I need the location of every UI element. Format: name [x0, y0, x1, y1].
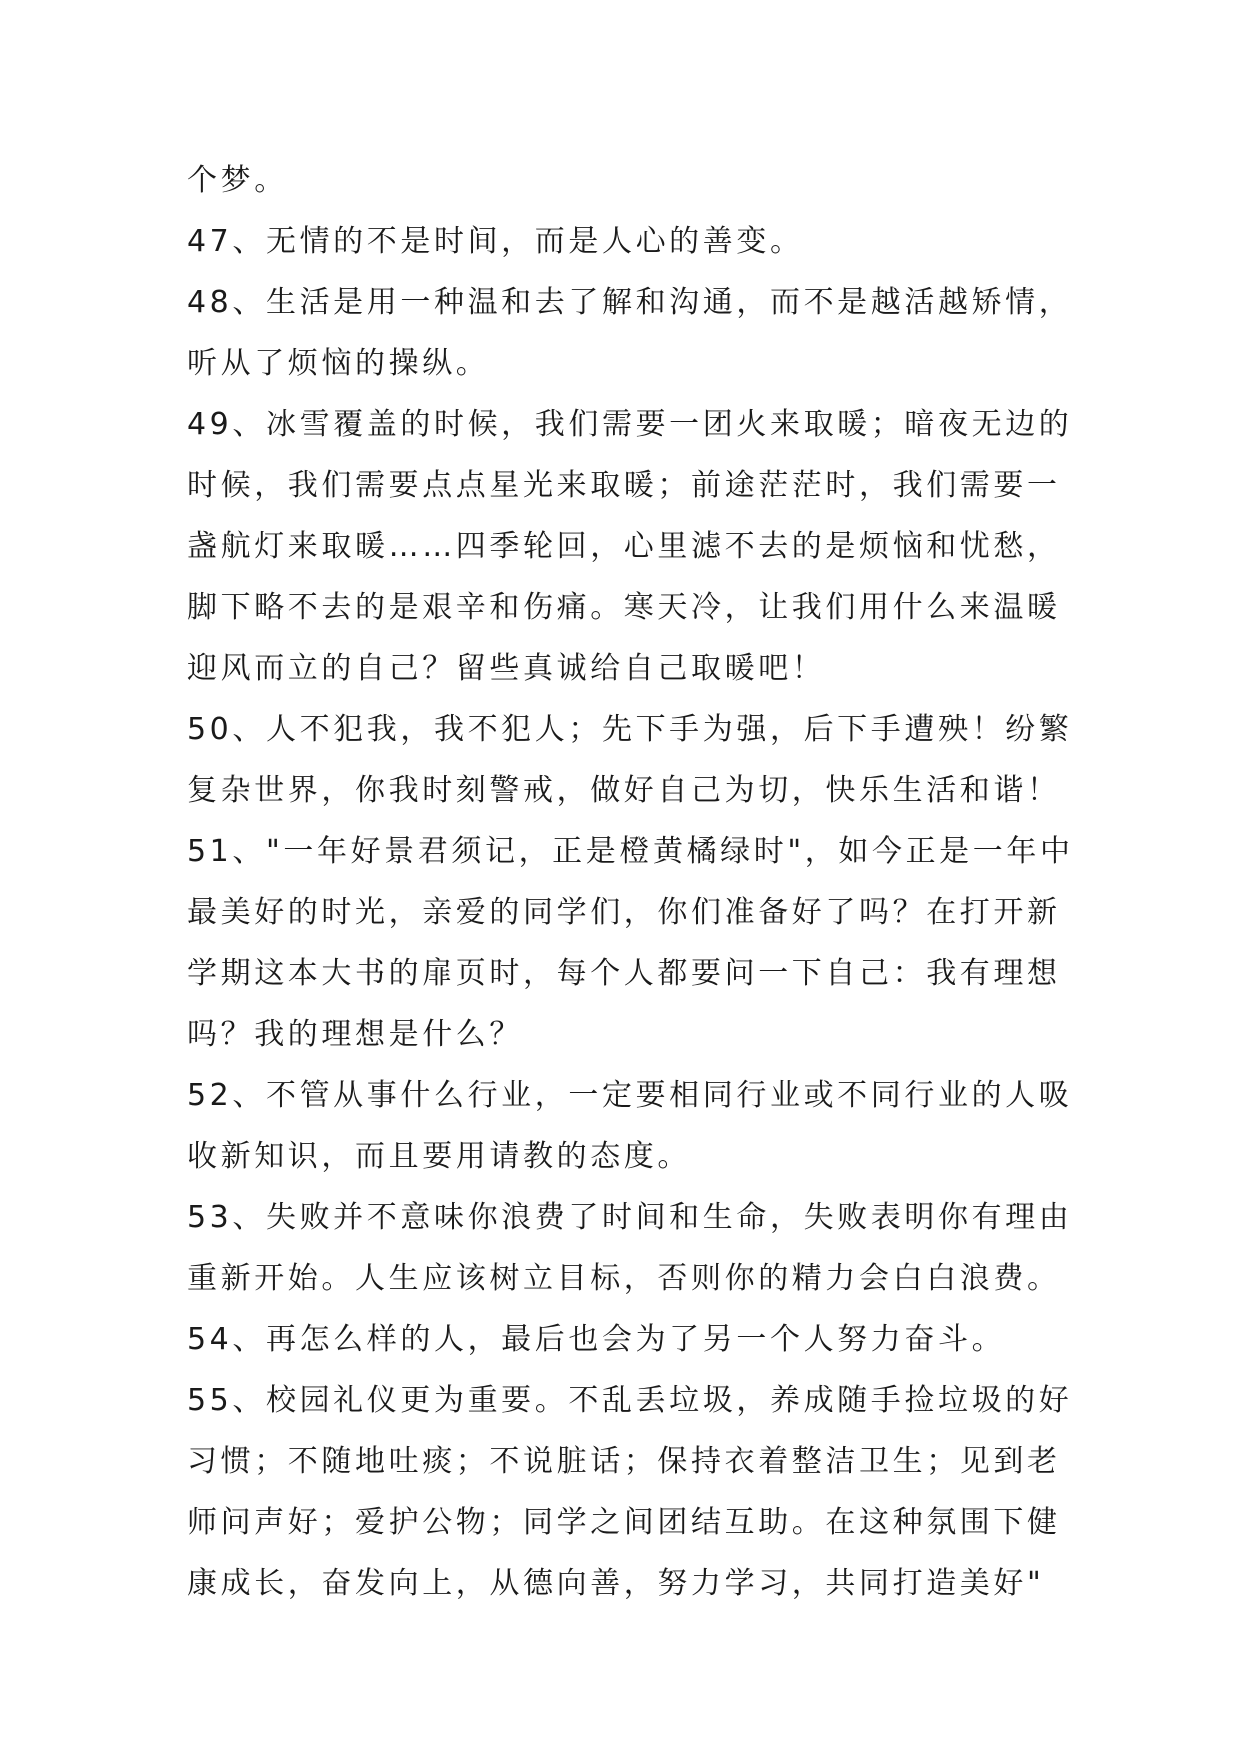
text-line: 迎风而立的自己？留些真诚给自己取暖吧！: [187, 651, 826, 686]
text-line: 51、"一年好景君须记，正是橙黄橘绿时"，如今正是一年中: [187, 834, 1074, 869]
text-line: 收新知识，而且要用请教的态度。: [187, 1139, 691, 1174]
text-line: 听从了烦恼的操纵。: [187, 346, 490, 381]
text-line: 吗？我的理想是什么？: [187, 1017, 523, 1052]
text-line: 个梦。: [187, 163, 288, 198]
text-line: 49、冰雪覆盖的时候，我们需要一团火来取暖；暗夜无边的: [187, 407, 1073, 442]
text-line: 50、人不犯我，我不犯人；先下手为强，后下手遭殃！纷繁: [187, 712, 1073, 747]
text-line: 54、再怎么样的人，最后也会为了另一个人努力奋斗。: [187, 1322, 1006, 1357]
text-line: 脚下略不去的是艰辛和伤痛。寒天冷，让我们用什么来温暖: [187, 590, 1061, 625]
text-line: 52、不管从事什么行业，一定要相同行业或不同行业的人吸: [187, 1078, 1073, 1113]
text-line: 康成长，奋发向上，从德向善，努力学习，共同打造美好": [187, 1566, 1045, 1601]
text-line: 师问声好；爱护公物；同学之间团结互助。在这种氛围下健: [187, 1505, 1061, 1540]
text-line: 48、生活是用一种温和去了解和沟通，而不是越活越矫情，: [187, 285, 1073, 320]
text-line: 最美好的时光，亲爱的同学们，你们准备好了吗？在打开新: [187, 895, 1061, 930]
text-line: 53、失败并不意味你浪费了时间和生命，失败表明你有理由: [187, 1200, 1073, 1235]
text-line: 盏航灯来取暖……四季轮回，心里滤不去的是烦恼和忧愁，: [187, 529, 1061, 564]
document-body: [187, 150, 1074, 1614]
text-line: 55、校园礼仪更为重要。不乱丢垃圾，养成随手捡垃圾的好: [187, 1383, 1073, 1418]
text-line: 重新开始。人生应该树立目标，否则你的精力会白白浪费。: [187, 1261, 1061, 1296]
text-line: 学期这本大书的扉页时，每个人都要问一下自己：我有理想: [187, 956, 1061, 991]
text-line: 复杂世界，你我时刻警戒，做好自己为切，快乐生活和谐！: [187, 773, 1061, 808]
text-line: 47、无情的不是时间，而是人心的善变。: [187, 224, 804, 259]
text-line: 习惯；不随地吐痰；不说脏话；保持衣着整洁卫生；见到老: [187, 1444, 1061, 1479]
text-line: 时候，我们需要点点星光来取暖；前途茫茫时，我们需要一: [187, 468, 1061, 503]
